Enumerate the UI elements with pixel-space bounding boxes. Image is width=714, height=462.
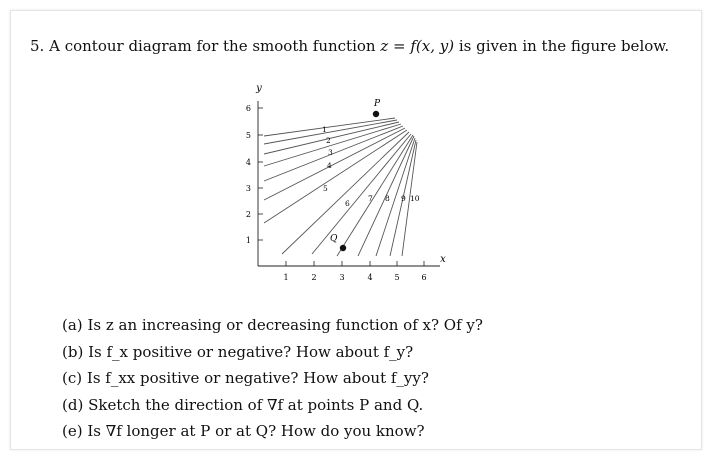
problem-formula: z = f(x, y) — [380, 37, 455, 55]
y-tick-label: 6 — [245, 104, 251, 113]
contour-line-5 — [264, 126, 403, 181]
contour-line-1 — [264, 118, 395, 136]
y-tick-label: 4 — [245, 158, 251, 167]
contour-line-6 — [264, 128, 405, 200]
y-tick-label: 2 — [245, 210, 251, 219]
question-b — [62, 339, 483, 366]
y-tick-label: 1 — [245, 236, 251, 245]
question-label: (d) — [62, 395, 84, 414]
question-label: (e) — [62, 422, 83, 440]
x-tick-label: 1 — [283, 273, 289, 282]
question-text: Is ∇f longer at P or at Q? How do you know? — [87, 422, 425, 440]
question-c — [62, 365, 483, 392]
point-q-label: Q — [330, 234, 338, 244]
x-tick-label: 2 — [311, 273, 317, 282]
point-p-label: P — [374, 99, 381, 109]
question-text: Is z an increasing or decreasing function of x? Of y? — [87, 316, 483, 334]
y-axis-label: y — [256, 83, 262, 94]
question-text: Is f_x positive or negative? How about f_y? — [88, 342, 414, 361]
point-p — [373, 111, 379, 117]
problem-number: 5. — [30, 37, 45, 55]
question-a — [62, 312, 483, 339]
contour-figure — [230, 78, 450, 297]
x-axis-label: x — [440, 254, 446, 265]
contour-line-8 — [282, 132, 409, 254]
contour-lines — [264, 118, 417, 256]
question-label: (b) — [62, 342, 84, 361]
y-ticks — [246, 104, 263, 245]
x-tick-label: 6 — [421, 273, 427, 282]
y-tick-label: 3 — [245, 184, 251, 193]
problem-text-after: is given in the figure below. — [458, 37, 670, 55]
contour-label: 4 — [327, 161, 332, 170]
contour-label: 7 — [368, 194, 373, 203]
contour-label: 10 — [410, 194, 420, 203]
contour-label: 5 — [323, 184, 328, 193]
contour-label: 6 — [345, 199, 350, 208]
question-d — [62, 392, 483, 419]
contour-label: 2 — [326, 136, 331, 145]
question-text: Is f_xx positive or negative? How about f_yy? — [86, 369, 429, 387]
problem-statement — [30, 37, 669, 55]
question-label: (c) — [62, 369, 83, 387]
contour-label: 3 — [328, 148, 333, 157]
question-label: (a) — [62, 316, 83, 334]
x-tick-label: 5 — [394, 273, 400, 282]
question-list — [62, 312, 483, 445]
x-tick-label: 4 — [367, 273, 373, 282]
contour-label: 1 — [322, 125, 327, 134]
point-q — [340, 245, 346, 251]
contour-labels — [322, 125, 420, 208]
x-tick-label: 3 — [339, 273, 345, 282]
y-tick-label: 5 — [245, 131, 251, 140]
problem-text-before: A contour diagram for the smooth function — [49, 37, 376, 55]
x-ticks — [283, 261, 426, 282]
question-e — [62, 418, 483, 445]
contour-label: 8 — [385, 194, 390, 203]
contour-label: 9 — [401, 194, 406, 203]
question-text: Sketch the direction of ∇f at points P and Q. — [88, 395, 424, 414]
contour-diagram — [230, 78, 450, 293]
